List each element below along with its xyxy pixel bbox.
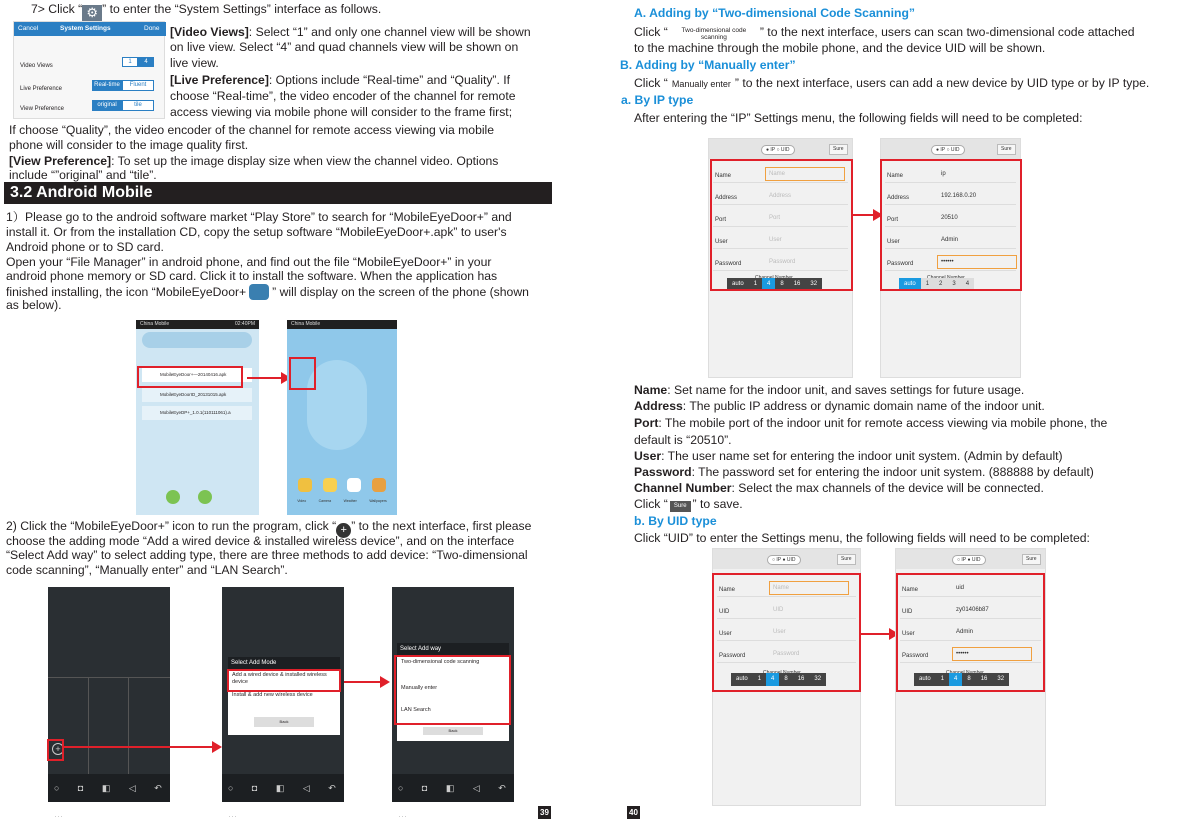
uid-type-title: b. By UID type (634, 514, 717, 528)
step7-text: 7> Click “ ⚙ ” to enter the “System Settings” interface as follows. (31, 2, 382, 20)
password-input[interactable]: •••••• (952, 647, 1032, 661)
step1-line2: install it. Or from the installation CD, copy the setup software “MobileEyeDoor+.apk” to user's (6, 225, 507, 239)
section-b-title: B. Adding by “Manually enter” (620, 58, 796, 72)
ip-form-empty: ● IP ○ UID Sure Name Name Address Address Port Port User User Password Password auto 1 4 8 16 32 (708, 138, 853, 378)
channel-selector[interactable]: auto 1 2 3 4 (899, 278, 974, 291)
add-icon: + (336, 523, 351, 538)
page-number: 39 (538, 806, 551, 819)
live-pref-fluent[interactable]: Fluent (122, 80, 154, 91)
live-pref-desc-4: If choose “Quality”, the video encoder of the channel for remote access viewing via mobile (9, 123, 495, 137)
section-a-text-2: to the machine through the mobile phone, and the device UID will be shown. (634, 41, 1046, 55)
name-input[interactable]: uid (956, 585, 965, 591)
sure-button[interactable]: Sure (837, 554, 856, 565)
system-settings-screenshot (13, 21, 165, 119)
gear-icon: ⚙ (82, 5, 102, 21)
ip-form-filled: ● IP ○ UID Sure Name ip Address 192.168.0.20 Port 20510 User Admin Password •••••• auto 1 2 3 4 (880, 138, 1021, 378)
channel-selector[interactable]: auto 1 4 8 16 32 (727, 278, 822, 291)
live-preference-label: Live Preference (20, 86, 63, 92)
qr-scan-option[interactable]: Two-dimensional code scanning (401, 659, 480, 665)
password-input[interactable]: Password (773, 651, 800, 657)
desc-address: Address: The public IP address or dynamic domain name of the indoor unit. (634, 399, 1045, 413)
highlight-uid-form (712, 573, 861, 692)
uid-form-empty: ○ IP ● UID Sure Name Name UID UID User User Password Password auto 1 4 8 16 32 (712, 548, 861, 806)
ip-type-text: After entering the “IP” Settings menu, the following fields will need to be completed: (634, 111, 1083, 125)
live-pref-desc-3: access viewing via mobile phone will consider to the frame first; (170, 105, 513, 119)
channel-selector[interactable]: auto 1 4 8 16 32 (731, 673, 826, 686)
arrow (247, 377, 283, 379)
add-wireless-option[interactable]: Install & add new wireless device (232, 692, 313, 698)
desc-password: Password: The password set for entering the indoor unit system. (888888 by default) (634, 465, 1094, 479)
live-pref-desc-5: phone will consider to the image quality first. (9, 138, 249, 152)
sure-button-image: Sure (670, 501, 691, 512)
step1-line4: Open your “File Manager” in android phone, and find out the file “MobileEyeDoor+” in your (6, 255, 492, 269)
sure-button[interactable]: Sure (1022, 554, 1041, 565)
desc-user: User: The user name set for entering the indoor unit system. (Admin by default) (634, 449, 1063, 463)
step1-line7: as below). (6, 298, 62, 312)
video-views-4[interactable]: 4 (138, 57, 154, 67)
view-preference-label: View Preference (20, 106, 64, 112)
phone-add-way: Select Add way Two-dimensional code scanning Manually enter LAN Search Back ○ ◘ ◧ ◁ ↶ ⋯ (392, 587, 514, 802)
user-input[interactable]: User (773, 629, 786, 635)
name-input[interactable]: Name (765, 167, 845, 181)
user-input[interactable]: Admin (941, 237, 959, 243)
video-views-1[interactable]: 1 (122, 57, 138, 67)
back-button[interactable]: Back (254, 717, 314, 727)
manual-enter-button: Manually enter (671, 79, 731, 89)
add-device-button[interactable]: + (52, 743, 64, 755)
file-item[interactable]: MobileEyeDoorID_20131015.apk (142, 388, 252, 402)
arrow (64, 746, 214, 748)
app-icon (249, 284, 269, 300)
step1-line1: 1）Please go to the android software market “Play Store” to search for “MobileEyeDoor+” and (6, 210, 512, 224)
highlight-app-icon (289, 357, 316, 390)
view-pref-tile[interactable]: tile (122, 100, 154, 111)
uid-type-text: Click “UID” to enter the Settings menu, the following fields will need to be completed: (634, 531, 1090, 545)
user-input[interactable]: Admin (956, 629, 974, 635)
ip-type-title: a. By IP type (621, 93, 694, 107)
arrow (853, 214, 875, 216)
step1-line6: finished installing, the icon “MobileEyeDoor+ ” will display on the screen of the phone (shown (6, 285, 529, 299)
view-pref-desc: [View Preference]: To set up the image display size when view the channel video. Options (9, 154, 499, 168)
section-a-title: A. Adding by “Two-dimensional Code Scanning” (634, 6, 915, 20)
step1-line5: android phone memory or SD card. Click it to install the software. When the application has (6, 269, 498, 283)
uid-input[interactable]: UID (773, 607, 784, 613)
port-input[interactable]: Port (769, 215, 781, 221)
uid-form-filled: ○ IP ● UID Sure Name uid UID zy01406b87 User Admin Password •••••• auto 1 4 8 16 32 (895, 548, 1046, 806)
live-pref-realtime[interactable]: Real-time (92, 80, 122, 91)
password-input[interactable]: •••••• (937, 255, 1017, 269)
phone-add-mode: Select Add Mode Add a wired device & installed wireless device Install & add new wireless device Back ○ ◘ ◧ ◁ ↶ ⋯ (222, 587, 344, 802)
step2-line3: “Select Add way” to select adding type, there are three methods to add device: “Two-dimensional (6, 548, 528, 562)
desc-channel: Channel Number: Select the max channels of the device will be connected. (634, 481, 1044, 495)
channel-selector[interactable]: auto 1 4 8 16 32 (914, 673, 1009, 686)
highlight-ip-form (710, 159, 853, 291)
arrow (344, 681, 382, 683)
highlight-apk (137, 366, 243, 388)
view-pref-original[interactable]: original (92, 100, 122, 111)
section-header (4, 182, 552, 204)
name-input[interactable]: Name (769, 581, 849, 595)
live-pref-desc-2: choose “Real-time”, the video encoder of the channel for remote (170, 89, 516, 103)
video-views-desc: [Video Views]: Select “1” and only one channel view will be shown (170, 25, 531, 39)
done-button[interactable]: Done (144, 25, 160, 32)
lan-search-option[interactable]: LAN Search (401, 707, 431, 713)
section-b-text: Click “ Manually enter ” to the next interface, users can add a new device by UID type or by IP type. (634, 76, 1150, 90)
video-views-desc-2: on live view. Select “4” and quad channels view will be shown on (170, 40, 519, 54)
arrow (861, 633, 891, 635)
sure-button[interactable]: Sure (829, 144, 848, 155)
uid-input[interactable]: zy01406b87 (956, 607, 989, 613)
phone-file-manager: China Mobile 02:40PM MobileEyeDoor+—20140416.apk MobileEyeDoorID_20131015.apk MobileEyeDP+_1.0.1(110111061).a (136, 320, 259, 515)
port-input[interactable]: 20510 (941, 215, 958, 221)
desc-port-default: default is “20510”. (634, 433, 732, 447)
manual-enter-option[interactable]: Manually enter (401, 685, 438, 691)
qr-scan-button: Two-dimensional code scanning (681, 27, 747, 41)
phone-live-view: ○ ◘ ◧ ◁ ↶ ⋯ (48, 587, 170, 802)
video-views-desc-3: live view. (170, 56, 219, 70)
highlight-ip-form-filled (880, 159, 1022, 291)
settings-title: System Settings (60, 25, 111, 32)
video-views-label: Video Views (20, 63, 53, 69)
highlight-add-way-options (394, 655, 511, 725)
live-pref-desc: [Live Preference]: Options include “Real-time” and “Quality”. If (170, 73, 511, 87)
sure-button[interactable]: Sure (997, 144, 1016, 155)
add-way-title: Select Add way (397, 643, 509, 655)
section-title: 3.2 Android Mobile (10, 184, 153, 201)
password-input[interactable]: Password (769, 259, 796, 265)
back-button[interactable]: Back (423, 727, 483, 735)
cancel-button[interactable]: Cancel (18, 25, 39, 32)
phone-home-screen: China Mobile Video Camera Weather Wallpapers (287, 320, 397, 515)
address-input[interactable]: 192.168.0.20 (941, 193, 977, 199)
add-wired-option[interactable]: Add a wired device & installed wireless device (232, 672, 327, 685)
step1-line3: Android phone or to SD card. (6, 240, 164, 254)
step2-line2: choose the adding mode “Add a wired device & installed wireless device”, and on the interface (6, 534, 515, 548)
view-pref-desc-2: include “”original” and “tile”. (9, 168, 157, 182)
highlight-add-button (47, 739, 64, 761)
user-input[interactable]: User (769, 237, 782, 243)
file-item[interactable]: MobileEyeDP+_1.0.1(110111061).a (142, 406, 252, 420)
highlight-wired-option (227, 669, 341, 692)
highlight-uid-form-filled (896, 573, 1045, 692)
desc-port: Port: The mobile port of the indoor unit for remote access viewing via mobile phone, the (634, 416, 1108, 430)
address-input[interactable]: Address (769, 193, 792, 199)
desc-name: Name: Set name for the indoor unit, and saves settings for future usage. (634, 383, 1025, 397)
step2-line4: code scanning”, “Manually enter” and “LAN Search”. (6, 563, 288, 577)
page-number: 40 (627, 806, 640, 819)
name-input[interactable]: ip (941, 171, 946, 177)
add-mode-title: Select Add Mode (228, 657, 340, 669)
save-text: Click “ Sure ” to save. (634, 497, 743, 511)
step2-line1: 2) Click the “MobileEyeDoor+” icon to run the program, click “ + ” to the next interface, first please (6, 519, 532, 536)
file-item[interactable]: MobileEyeDoor+—20140416.apk (142, 368, 252, 382)
section-a-text: Click “ Two-dimensional code scanning ” to the next interface, users can scan two-dimensional code attached (634, 25, 1135, 41)
